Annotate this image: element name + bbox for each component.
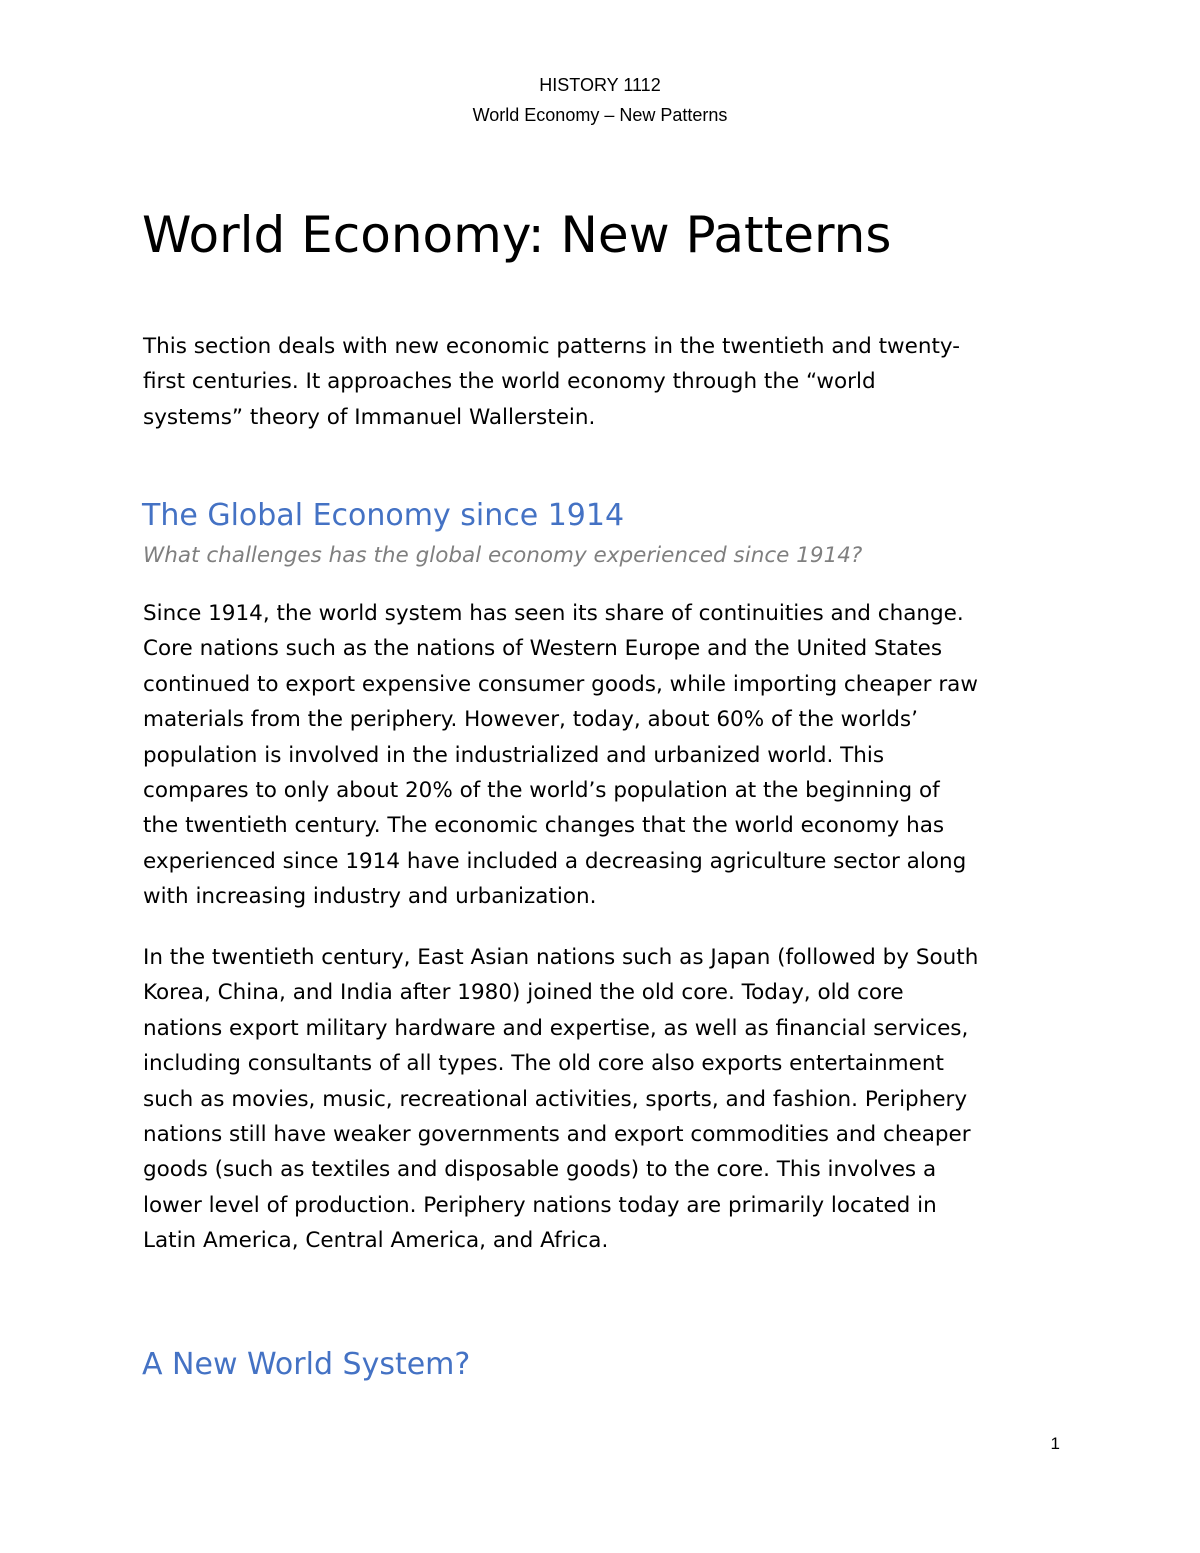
text-line: Korea, China, and India after 1980) joined the old core. Today, old core	[143, 980, 904, 1006]
text-line: This section deals with new economic patterns in the twentieth and twenty-	[143, 334, 961, 359]
text-line: the twentieth century. The economic changes that the world economy has	[143, 813, 945, 839]
text-line: continued to export expensive consumer goods, while importing cheaper raw	[143, 671, 978, 697]
page-header	[0, 70, 1200, 130]
text-line: including consultants of all types. The old core also exports entertainment	[143, 1051, 944, 1077]
text-line: materials from the periphery. However, today, about 60% of the worlds’	[143, 707, 918, 733]
section-heading-global-economy: The Global Economy since 1914	[142, 498, 625, 533]
document-title: World Economy: New Patterns	[142, 206, 892, 264]
intro-paragraph	[143, 329, 1068, 435]
text-line: such as movies, music, recreational activities, sports, and fashion. Periphery	[143, 1086, 968, 1112]
text-line: compares to only about 20% of the world’s population at the beginning of	[143, 778, 940, 804]
course-code: HISTORY 1112	[539, 75, 661, 95]
text-line: lower level of production. Periphery nations today are primarily located in	[143, 1192, 937, 1218]
text-line: nations still have weaker governments and export commodities and cheaper	[143, 1122, 971, 1148]
text-line: systems” theory of Immanuel Wallerstein.	[143, 404, 596, 430]
text-line: Latin America, Central America, and Africa.	[143, 1228, 609, 1254]
paragraph-twentieth-century	[143, 940, 1068, 1259]
header-subtitle: World Economy – New Patterns	[472, 105, 728, 125]
text-line: nations export military hardware and expertise, as well as financial services,	[143, 1015, 969, 1041]
page-number: 1	[1050, 1434, 1060, 1453]
section-heading-new-world-system: A New World System?	[142, 1347, 471, 1382]
section-subtitle: What challenges has the global economy experienced since 1914?	[143, 543, 863, 568]
text-line: population is involved in the industrialized and urbanized world. This	[143, 742, 885, 768]
text-line: Core nations such as the nations of Western Europe and the United States	[143, 636, 943, 662]
text-line: first centuries. It approaches the world economy through the “world	[143, 369, 876, 395]
text-line: with increasing industry and urbanization.	[143, 884, 597, 910]
text-line: experienced since 1914 have included a decreasing agriculture sector along	[143, 848, 967, 874]
text-line: In the twentieth century, East Asian nations such as Japan (followed by South	[143, 945, 979, 970]
text-line: goods (such as textiles and disposable goods) to the core. This involves a	[143, 1157, 937, 1183]
paragraph-since-1914	[143, 596, 1068, 915]
text-line: Since 1914, the world system has seen its share of continuities and change.	[143, 601, 964, 626]
